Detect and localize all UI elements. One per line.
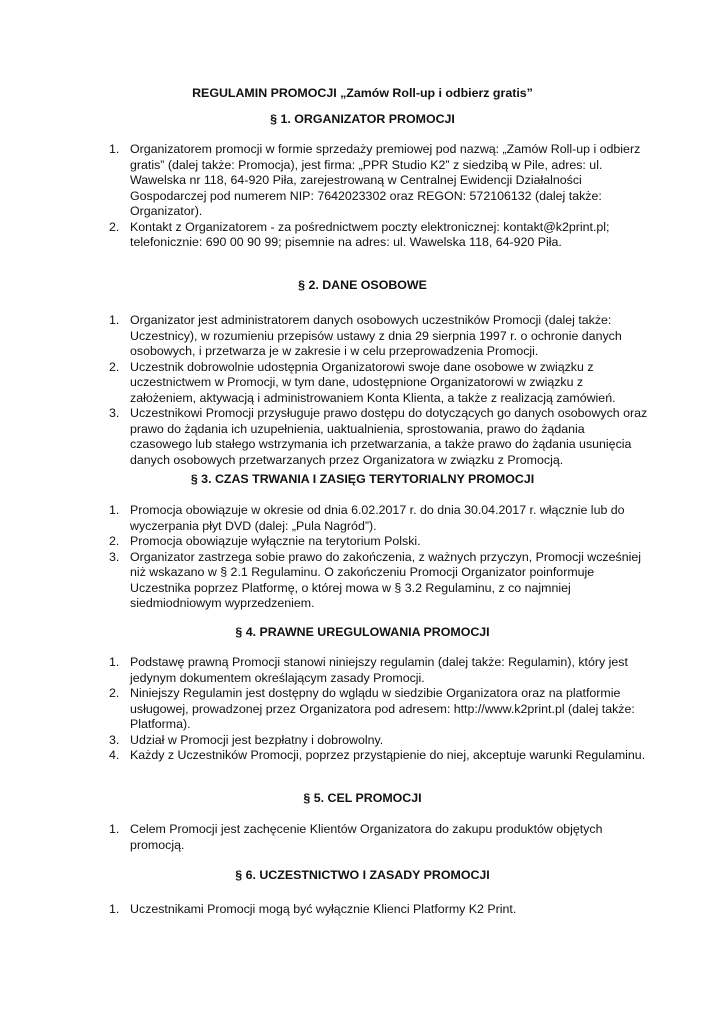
item-number: 1.: [109, 822, 120, 836]
item-number: 3.: [109, 406, 120, 420]
item-number: 2.: [109, 534, 120, 548]
list-item: [109, 220, 649, 251]
item-text: Udział w Promocji jest bezpłatny i dobrowolny.: [130, 732, 384, 747]
document-title: REGULAMIN PROMOCJI „Zamów Roll-up i odbierz gratis”: [192, 86, 533, 100]
item-text: Promocja obowiązuje w okresie od dnia 6.02.2017 r. do dnia 30.04.2017 r. włącznie lub do wyczerpania płyt DVD (dalej: „Pula Nagród”).: [130, 503, 625, 533]
section-1-title: § 1. ORGANIZATOR PROMOCJI: [270, 112, 455, 126]
section-4-title: § 4. PRAWNE UREGULOWANIA PROMOCJI: [235, 625, 490, 639]
list-item: [109, 313, 649, 360]
list-item: [109, 733, 649, 749]
item-number: 1.: [109, 142, 120, 156]
item-number: 1.: [109, 313, 120, 327]
item-number: 2.: [109, 219, 120, 234]
list-item: [109, 534, 649, 550]
section-6-title: § 6. UCZESTNICTWO I ZASADY PROMOCJI: [235, 868, 490, 882]
list-item: [109, 142, 649, 220]
item-text: Kontakt z Organizatorem - za pośrednictwem poczty elektronicznej: kontakt@k2print.pl; telefonicznie: 690 00 90 99; pisemnie na adres: ul. Wawelska 118, 64-920 Piła.: [130, 219, 610, 249]
item-number: 3.: [109, 549, 120, 564]
item-text: Uczestnik dobrowolnie udostępnia Organizatorowi swoje dane osobowe w związku z uczestnictwem w Promocji, w tym dane, udostępnione Organizatorowi w związku z założeniem, aktywacją i administrowaniem Konta Klienta, a także z realizacją zamówień.: [130, 359, 616, 405]
section-6-list: [109, 902, 649, 918]
item-number: 3.: [109, 732, 120, 747]
item-text: Promocja obowiązuje wyłącznie na terytorium Polski.: [130, 534, 421, 548]
item-text: Każdy z Uczestników Promocji, poprzez przystąpienie do niej, akceptuje warunki Regulaminu.: [130, 748, 646, 762]
item-text: Organizator zastrzega sobie prawo do zakończenia, z ważnych przyczyn, Promocji wcześniej niż wskazano w § 2.1 Regulaminu. O zakończeniu Promocji Organizator poinformuje Uczestnika poprzez Platformę, o której mowa w § 3.2 Regulaminu, z co najmniej siedmiodniowym wyprzedzeniem.: [130, 549, 641, 610]
item-number: 1.: [109, 503, 120, 517]
item-number: 1.: [109, 902, 120, 916]
section-2-list: [109, 313, 649, 468]
section-5-list: [109, 822, 649, 853]
list-item: [109, 360, 649, 407]
item-text: Celem Promocji jest zachęcenie Klientów Organizatora do zakupu produktów objętych promocją.: [130, 822, 603, 852]
item-text: Organizator jest administratorem danych osobowych uczestników Promocji (dalej także: Uczestnicy), w rozumieniu przepisów ustawy z dnia 29 sierpnia 1997 r. o ochronie danych osobowych, i przetwarza je w zakresie i w celu przeprowadzenia Promocji.: [130, 313, 622, 358]
section-5-title: § 5. CEL PROMOCJI: [303, 791, 422, 805]
section-2-title: § 2. DANE OSOBOWE: [298, 278, 427, 292]
item-text: Uczestnikowi Promocji przysługuje prawo dostępu do dotyczących go danych osobowych oraz prawo do żądania ich uzupełnienia, uaktualnienia, sprostowania, prawo do żądania czasowego lub stałego wstrzymania ich przetwarzania, a także prawo do żądania usunięcia danych osobowych przetwarzanych przez Organizatora w związku z Promocją.: [130, 406, 648, 467]
list-item: [109, 822, 649, 853]
list-item: [109, 406, 649, 468]
section-4-list: [109, 655, 649, 764]
list-item: [109, 550, 649, 612]
list-item: [109, 686, 649, 733]
list-item: [109, 655, 649, 686]
item-number: 4.: [109, 748, 120, 762]
item-number: 1.: [109, 655, 120, 669]
list-item: [109, 902, 649, 918]
item-text: Organizatorem promocji w formie sprzedaży premiowej pod nazwą: „Zamów Roll-up i odbierz gratis” (dalej także: Promocja), jest firma: „PPR Studio K2” z siedzibą w Pile, adres: ul. Wawelska nr 118, 64-920 Piła, zarejestrowaną w Centralnej Ewidencji Działalności Gospodarczej pod numerem NIP: 7642023302 oraz REGON: 572106132 (dalej także: Organizator).: [130, 142, 641, 218]
item-number: 2.: [109, 359, 120, 374]
section-3-list: [109, 503, 649, 612]
item-number: 2.: [109, 686, 120, 700]
section-3-title: § 3. CZAS TRWANIA I ZASIĘG TERYTORIALNY PROMOCJI: [190, 472, 535, 486]
item-text: Uczestnikami Promocji mogą być wyłącznie Klienci Platformy K2 Print.: [130, 902, 517, 916]
list-item: [109, 748, 649, 764]
list-item: [109, 503, 649, 534]
item-text: Niniejszy Regulamin jest dostępny do wglądu w siedzibie Organizatora oraz na platformie usługowej, prowadzonej przez Organizatora pod adresem: http://www.k2print.pl (dalej także: Platforma).: [130, 686, 635, 731]
item-text: Podstawę prawną Promocji stanowi niniejszy regulamin (dalej także: Regulamin), który jest jedynym dokumentem określającym zasady Promocji.: [130, 655, 628, 685]
section-1-list: [109, 142, 649, 251]
